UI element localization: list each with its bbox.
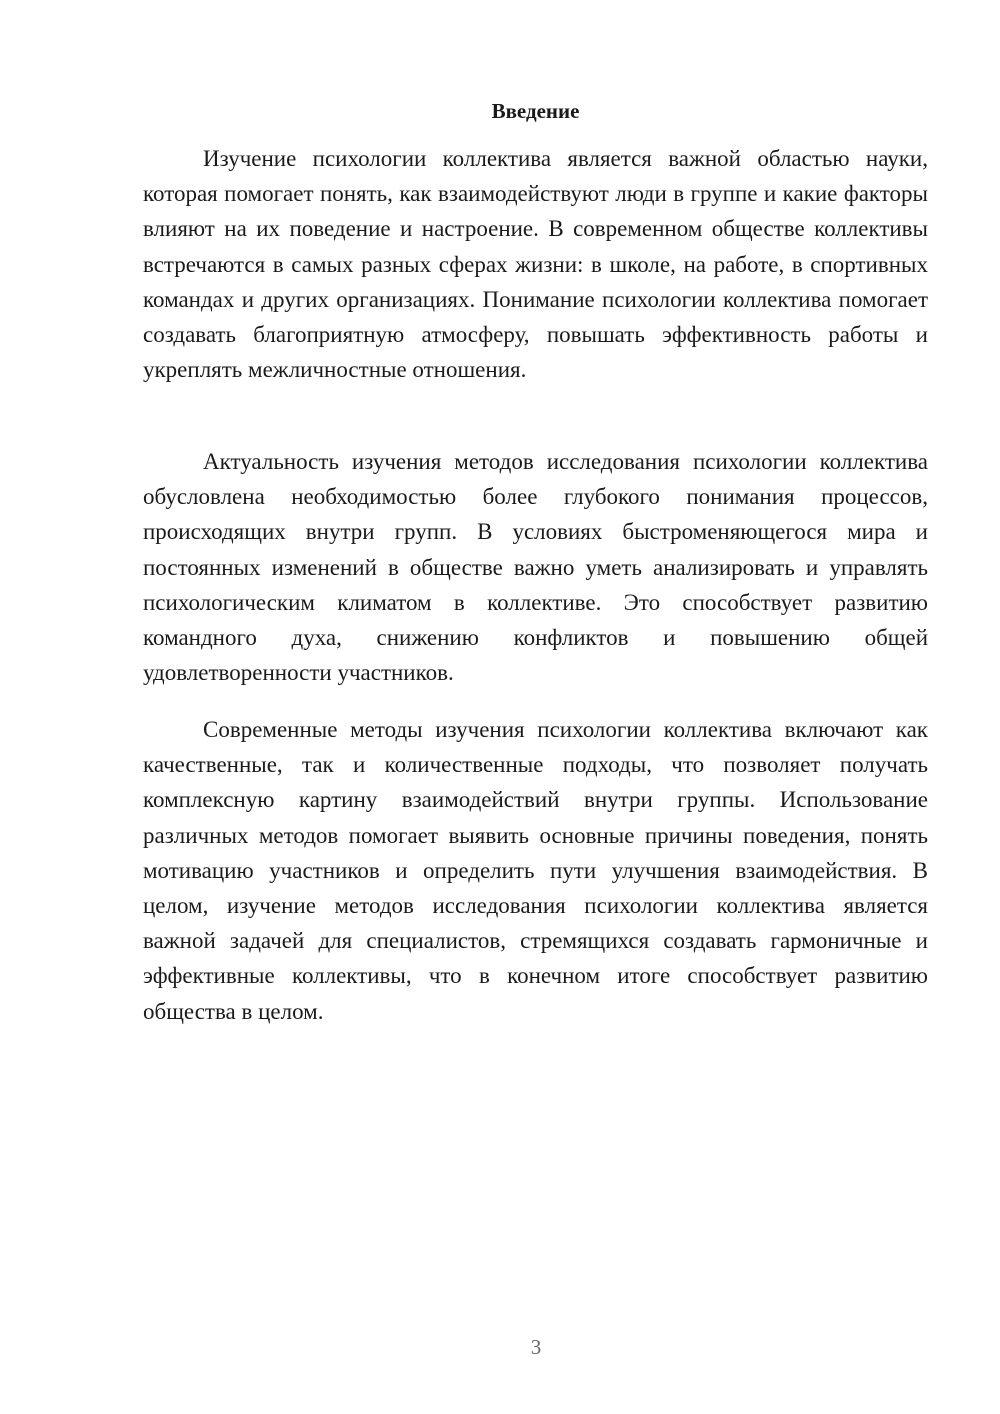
paragraph-methods: Современные методы изучения психологии коллектива включают как качественные, так и количественные подходы, что позволяет получать комплексную картину взаимодействий внутри группы. Использование различных методов помогает выявить основные причины поведения, понять мотивацию участников и определить пути улучшения взаимодействия. В целом, изучение методов исследования психологии коллектива является важной задачей для специалистов, стремящихся создавать гармоничные и эффективные коллективы, что в конечном итоге способствует развитию общества в целом. bbox=[143, 717, 928, 1024]
paragraph-relevance: Актуальность изучения методов исследования психологии коллектива обусловлена необходимостью более глубокого понимания процессов, происходящих внутри групп. В условиях быстроменяющегося мира и постоянных изменений в обществе важно уметь анализировать и управлять психологическим климатом в коллективе. Это способствует развитию командного духа, снижению конфликтов и повышению общей удовлетворенности участников. bbox=[143, 449, 928, 686]
section-heading: Введение bbox=[491, 99, 580, 123]
paragraph-intro: Изучение психологии коллектива является важной областью науки, которая помогает понять, как взаимодействуют люди в группе и какие факторы влияют на их поведение и настроение. В современном обществе коллективы встречаются в самых разных сферах жизни: в школе, на работе, в спортивных командах и других организациях. Понимание психологии коллектива помогает создавать благоприятную атмосферу, повышать эффективность работы и укреплять межличностные отношения. bbox=[143, 146, 928, 383]
page-number: 3 bbox=[530, 1335, 542, 1359]
